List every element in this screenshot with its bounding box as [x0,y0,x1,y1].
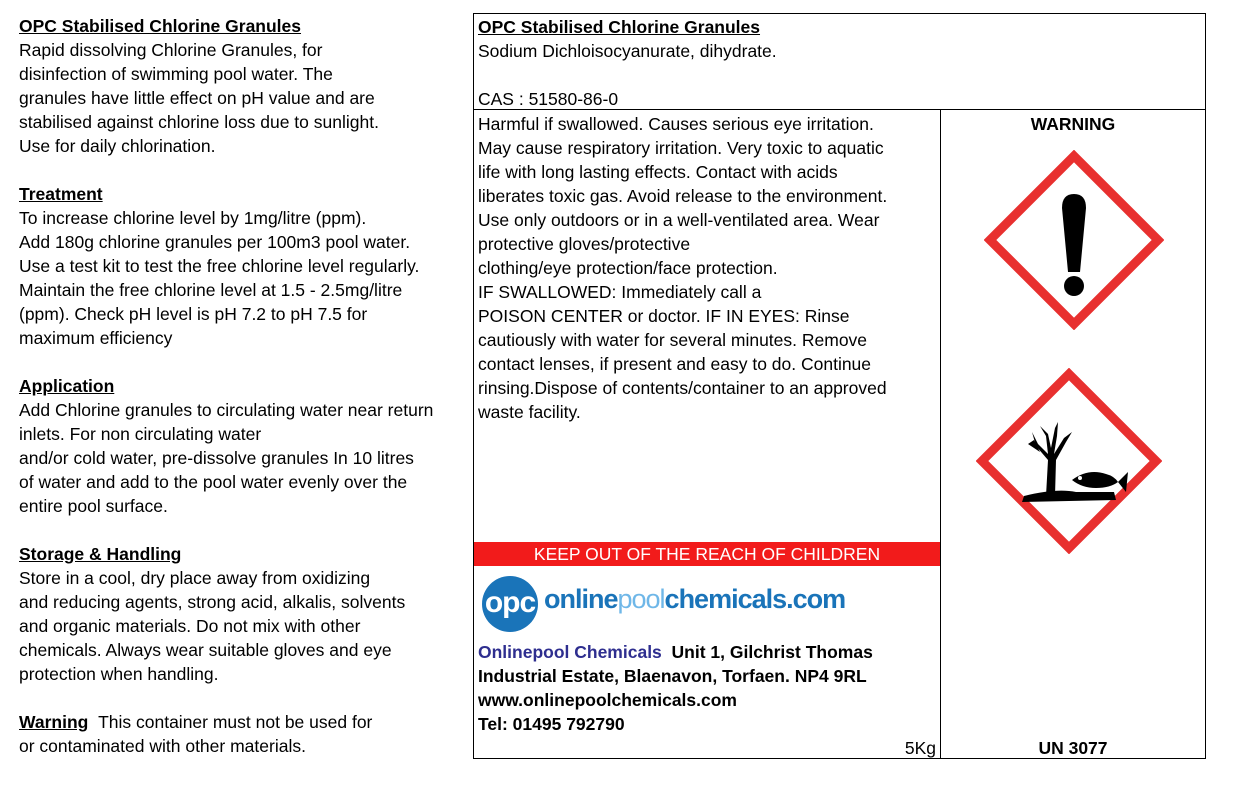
chemical-name: Sodium Dichloisocyanurate, dihydrate. [478,41,777,61]
storage-line: protection when handling. [19,664,219,684]
intro-line: stabilised against chlorine loss due to sunlight. [19,112,379,132]
company-logo [482,574,846,632]
logo-chemicals: chemicals.com [664,584,846,614]
hazard-line: IF SWALLOWED: Immediately call a [478,282,762,302]
storage-heading: Storage & Handling [19,544,182,564]
logo-online: online [544,584,618,614]
treatment-heading: Treatment [19,184,103,204]
hazard-line: clothing/eye protection/face protection. [478,258,778,278]
company-website[interactable]: www.onlinepoolchemicals.com [478,690,737,710]
treatment-line: To increase chlorine level by 1mg/litre (ppm). [19,208,367,228]
intro-line: granules have little effect on pH value and are [19,88,375,108]
hazard-line: Harmful if swallowed. Causes serious eye irritation. [478,114,874,134]
storage-line: Store in a cool, dry place away from oxidizing [19,568,371,588]
treatment-line: maximum efficiency [19,328,173,348]
net-weight: 5Kg [904,738,936,758]
application-line: inlets. For non circulating water [19,424,262,444]
warning-text: This container must not be used for [98,712,373,732]
hazard-line: life with long lasting effects. Contact with acids [478,162,838,182]
un-number: UN 3077 [1038,738,1108,758]
logo-pool: pool [617,584,665,614]
hazard-line: POISON CENTER or doctor. IF IN EYES: Rinse [478,306,850,326]
signal-word: WARNING [1030,114,1116,134]
company-brand: Onlinepool Chemicals [478,642,662,662]
storage-line: chemicals. Always wear suitable gloves and eye [19,640,392,660]
hazard-line: rinsing.Dispose of contents/container to an approved [478,378,887,398]
hazard-line: cautiously with water for several minutes. Remove [478,330,868,350]
company-address-line2: Industrial Estate, Blaenavon, Torfaen. NP4 9RL [478,666,867,686]
treatment-line: Add 180g chlorine granules per 100m3 pool water. [19,232,411,252]
instructions-column [19,14,469,758]
hazard-line: Use only outdoors or in a well-ventilated area. Wear [478,210,880,230]
product-title: OPC Stabilised Chlorine Granules [19,16,302,36]
treatment-line: Use a test kit to test the free chlorine level regularly. [19,256,420,276]
application-heading: Application [19,376,115,396]
storage-line: and organic materials. Do not mix with other [19,616,361,636]
hazard-line: waste facility. [478,402,581,422]
exclamation-mark-pictogram-icon [984,150,1164,330]
intro-line: disinfection of swimming pool water. The [19,64,333,84]
keep-out-banner: KEEP OUT OF THE REACH OF CHILDREN [474,542,940,566]
warning-line [19,710,469,734]
company-address: Unit 1, Gilchrist Thomas [671,642,873,662]
hazard-line: contact lenses, if present and easy to do. Continue [478,354,872,374]
application-line: Add Chlorine granules to circulating water near return [19,400,434,420]
warning-line: or contaminated with other materials. [19,736,306,756]
hazard-line: protective gloves/protective [478,234,691,254]
intro-line: Use for daily chlorination. [19,136,216,156]
application-line: of water and add to the pool water evenly over the [19,472,408,492]
application-line: entire pool surface. [19,496,168,516]
cas-number: CAS : 51580-86-0 [478,89,619,109]
product-label [473,13,1206,759]
hazard-statements [478,112,938,424]
hazard-line: liberates toxic gas. Avoid release to the environment. [478,186,888,206]
company-address-line1 [478,640,938,664]
label-header [474,14,1205,110]
treatment-line: Maintain the free chlorine level at 1.5 - 2.5mg/litre [19,280,403,300]
label-title: OPC Stabilised Chlorine Granules [478,17,761,37]
treatment-line: (ppm). Check pH level is pH 7.2 to pH 7.5 for [19,304,368,324]
column-divider [940,110,941,758]
logo-mark: opc [482,576,538,632]
intro-line: Rapid dissolving Chlorine Granules, for [19,40,323,60]
hazard-line: May cause respiratory irritation. Very toxic to aquatic [478,138,884,158]
company-phone: Tel: 01495 792790 [478,714,625,734]
company-details [478,640,938,736]
storage-line: and reducing agents, strong acid, alkalis, solvents [19,592,406,612]
application-line: and/or cold water, pre-dissolve granules In 10 litres [19,448,414,468]
warning-heading: Warning [19,712,89,732]
logo-wordmark [544,584,845,615]
environment-pictogram-icon [976,368,1162,554]
